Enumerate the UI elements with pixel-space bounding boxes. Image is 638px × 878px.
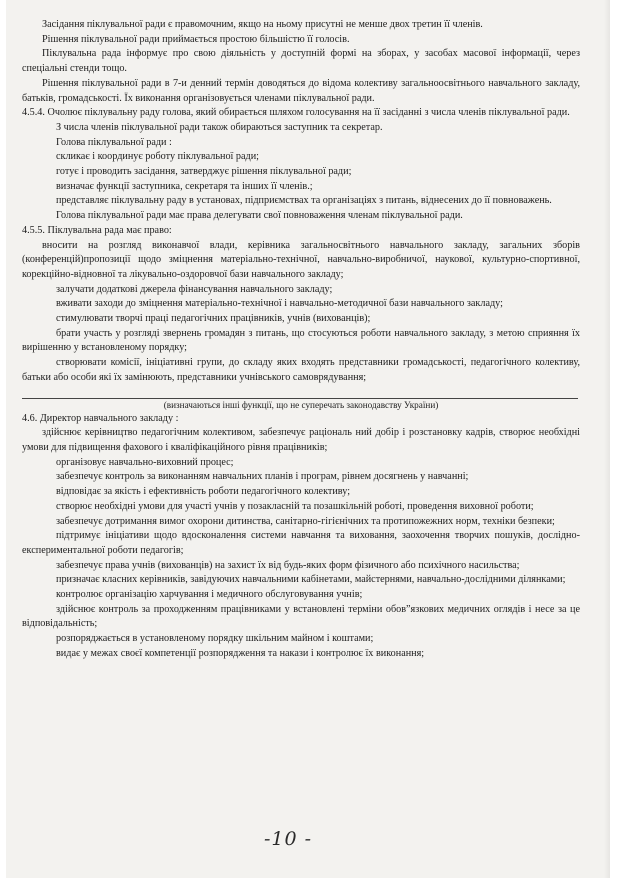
document-body <box>22 18 580 662</box>
list-item: визначає функції заступника, секретаря та інших її членів.; <box>56 180 313 192</box>
paragraph: Засідання піклувальної ради є правомочним, якщо на ньому присутні не менше двох третин її членів. <box>42 19 483 30</box>
page-number: -10 - <box>264 828 313 850</box>
list-item: залучати додаткові джерела фінансування навчального закладу; <box>56 283 333 295</box>
paragraph: Рішення піклувальної ради в 7-и денний термін доводяться до відома колективу загальноосвітнього навчального закладу, батьків, громадськості. Їх виконання організовується членами піклувальної ради. <box>22 77 580 104</box>
list-item: призначає класних керівників, завідуючих навчальними кабінетами, майстернями, навчально-дослідними ділянками; <box>56 574 566 586</box>
list-item: здійснює керівництво педагогічним колективом, забезпечує раціональ ний добір і розстановку кадрів, створює необхідні умови для підвищення фахового і кваліфікаційного рівня працівників; <box>22 427 580 453</box>
list-item: відповідає за якість і ефективність роботи педагогічного колективу; <box>56 486 351 498</box>
footnote: (визначаються інші функції, що не суперечать законодавству України) <box>163 399 439 410</box>
paragraph: Голова піклувальної ради має права делегувати свої повноваження членам піклувальної ради. <box>56 210 463 222</box>
list-item: розпоряджається в установленому порядку шкільним майном і коштами; <box>56 633 374 645</box>
list-item: представляє піклувальну раду в установах, підприємствах та організаціях з питань, віднесених до її повноважень. <box>56 195 552 207</box>
paragraph: З числа членів піклувальної ради також обираються заступник та секретар. <box>56 121 383 133</box>
list-item: підтримує ініціативи щодо вдосконалення системи навчання та виховання, заохочення творчих пошуків, дослідно-експериментальної роботи педагогів; <box>22 530 580 556</box>
list-item: забезпечує права учнів (вихованців) на захист їх від будь-яких форм фізичного або психічного насильства; <box>56 559 520 571</box>
list-item: створювати комісії, ініціативні групи, до складу яких входять представники громадськості, педагогічного колективу, батьки або особи які їх замінюють, представники учнівського самоврядування; <box>22 357 580 383</box>
list-item: створює необхідні умови для участі учнів у позакласній та позашкільній роботі, проведення виховної роботи; <box>56 500 534 512</box>
list-item: готує і проводить засідання, затверджує рішення піклувальної ради; <box>56 166 352 178</box>
list-item: організовує навчально-виховний процес; <box>56 456 234 468</box>
paragraph: Рішення піклувальної ради приймається простою більшістю її голосів. <box>42 33 350 45</box>
list-item: забезпечує дотримання вимог охорони дитинства, санітарно-гігієнічних та протипожежних норм, техніки безпеки; <box>56 515 555 527</box>
list-item: брати участь у розгляді звернень громадян з питань, що стосуються роботи навчального закладу, з метою сприяння їх вирішенню у встановленому порядку; <box>22 327 580 354</box>
list-item: вживати заходи до зміцнення матеріально-технічної і навчально-методичної бази навчального закладу; <box>56 298 503 310</box>
list-item: видає у межах своєї компетенції розпорядження та накази і контролює їх виконання; <box>56 647 425 659</box>
list-item: забезпечує контроль за виконанням навчальних планів і програм, рівнем досягнень у навчанні; <box>56 471 469 483</box>
section-heading-4-5-5: 4.5.5. Піклувальна рада має право: <box>22 224 172 236</box>
section-heading-4-5-4: 4.5.4. Очолює піклувальну раду голова, який обирається шляхом голосування на її засіданні з числа членів піклувальної ради. <box>22 107 570 119</box>
list-item: скликає і координує роботу піклувальної ради; <box>56 151 260 163</box>
list-item: стимулювати творчі праці педагогічних працівників, учнів (вихованців); <box>56 313 371 325</box>
list-item: здійснює контроль за проходженням працівниками у встановлені терміни обов”язкових медичних оглядів і несе за це відповідальність; <box>22 603 580 630</box>
list-item: вносити на розгляд виконавчої влади, керівника загальносвітнього навчального закладу, загальних зборів (конференцій)пропозиції щодо зміцнення матеріально-технічної, навчально-виробничої, наукової, культурно-спортивної, корекційно-відновної та лікувально-оздоровчої бази навчального закладу; <box>22 239 580 280</box>
document-page <box>6 0 610 878</box>
list-item: контролює організацію харчування і медичного обслуговування учнів; <box>56 589 363 601</box>
paragraph: Голова піклувальної ради : <box>56 136 172 148</box>
paragraph: Піклувальна рада інформує про свою діяльність у доступній формі на зборах, у засобах масової інформації, через спеціальні стенди тощо. <box>22 48 580 75</box>
section-heading-4-6: 4.6. Директор навчального закладу : <box>22 412 179 424</box>
